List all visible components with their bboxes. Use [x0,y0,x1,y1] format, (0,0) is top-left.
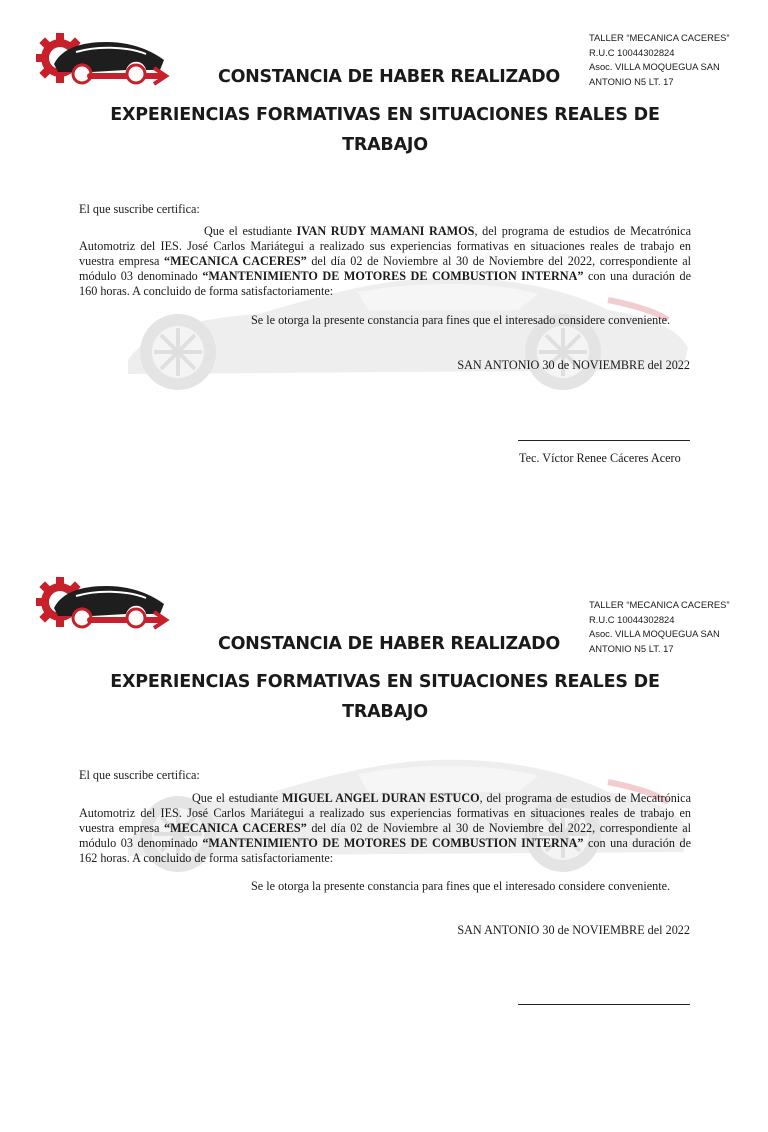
gear-car-wrench-logo-icon [36,574,170,636]
company-address-line1: Asoc. VILLA MOQUEGUA SAN [589,61,720,72]
company-address-line2: ANTONIO N5 LT. 17 [589,642,674,654]
company-ruc: R.U.C 10044302824 [589,613,675,625]
intro-text: El que suscribe certifica: [79,202,200,216]
certificate-body [79,791,691,866]
body-text-1: Que el estudiante [204,224,297,238]
certificate-title: CONSTANCIA DE HABER REALIZADO [218,634,560,654]
certificate-subtitle: EXPERIENCIAS FORMATIVAS EN SITUACIONES REALES DE TRABAJO [110,105,660,155]
body-text-2: , del programa de estudios de Mecatrónica Automotriz del IES. José Carlos Mariátegui a realizado sus experiencias formativas en situaciones reales de trabajo en vuestra empresa [79,791,691,835]
student-name: MIGUEL ANGEL DURAN ESTUCO [281,791,480,805]
purpose-text: Se le otorga la presente constancia para fines que el interesado considere conveniente. [251,879,671,893]
body-text-4: con una duración de 160 horas. A concluido de forma satisfactoriamente: [79,269,691,298]
company-name-bold: “MECANICA CACERES” [164,821,307,835]
company-name-bold: “MECANICA CACERES” [164,254,307,268]
signer-name: Tec. Víctor Renee Cáceres Acero [519,451,681,465]
body-text-4: con una duración de 162 horas. A concluido de forma satisfactoriamente: [79,836,691,865]
certificate-title: CONSTANCIA DE HABER REALIZADO [218,67,560,87]
purpose-text: Se le otorga la presente constancia para fines que el interesado considere conveniente. [251,313,671,327]
place-date: SAN ANTONIO 30 de NOVIEMBRE del 2022 [457,358,690,372]
body-text-1: Que el estudiante [192,791,282,805]
body-text-3: del día 02 de Noviembre al 30 de Noviembre del 2022, correspondiente al módulo 03 denominado [79,821,691,850]
body-text-2: , del programa de estudios de Mecatrónica Automotriz del IES. José Carlos Mariátegui a realizado sus experiencias formativas en situaciones reales de trabajo en vuestra empresa [79,224,691,268]
certificate-subtitle: EXPERIENCIAS FORMATIVAS EN SITUACIONES REALES DE TRABAJO [110,672,660,722]
intro-text: El que suscribe certifica: [79,768,200,782]
certificate-body [79,224,691,299]
company-name: TALLER “MECANICA CACERES” [589,32,730,43]
student-name: IVAN RUDY MAMANI RAMOS [296,224,475,238]
company-address-line2: ANTONIO N5 LT. 17 [589,75,674,87]
signature-line [518,1004,690,1005]
place-date: SAN ANTONIO 30 de NOVIEMBRE del 2022 [457,923,690,937]
body-text-3: del día 02 de Noviembre al 30 de Noviembre del 2022, correspondiente al módulo 03 denominado [79,254,691,283]
certificate-miguel-angel-duran-estuco [0,566,768,1132]
company-ruc: R.U.C 10044302824 [589,46,675,58]
signature-line [518,440,690,441]
module-name: “MANTENIMIENTO DE MOTORES DE COMBUSTION INTERNA” [202,269,584,283]
module-name: “MANTENIMIENTO DE MOTORES DE COMBUSTION INTERNA” [202,836,584,850]
company-name: TALLER “MECANICA CACERES” [589,599,730,610]
company-address-line1: Asoc. VILLA MOQUEGUA SAN [589,628,720,639]
